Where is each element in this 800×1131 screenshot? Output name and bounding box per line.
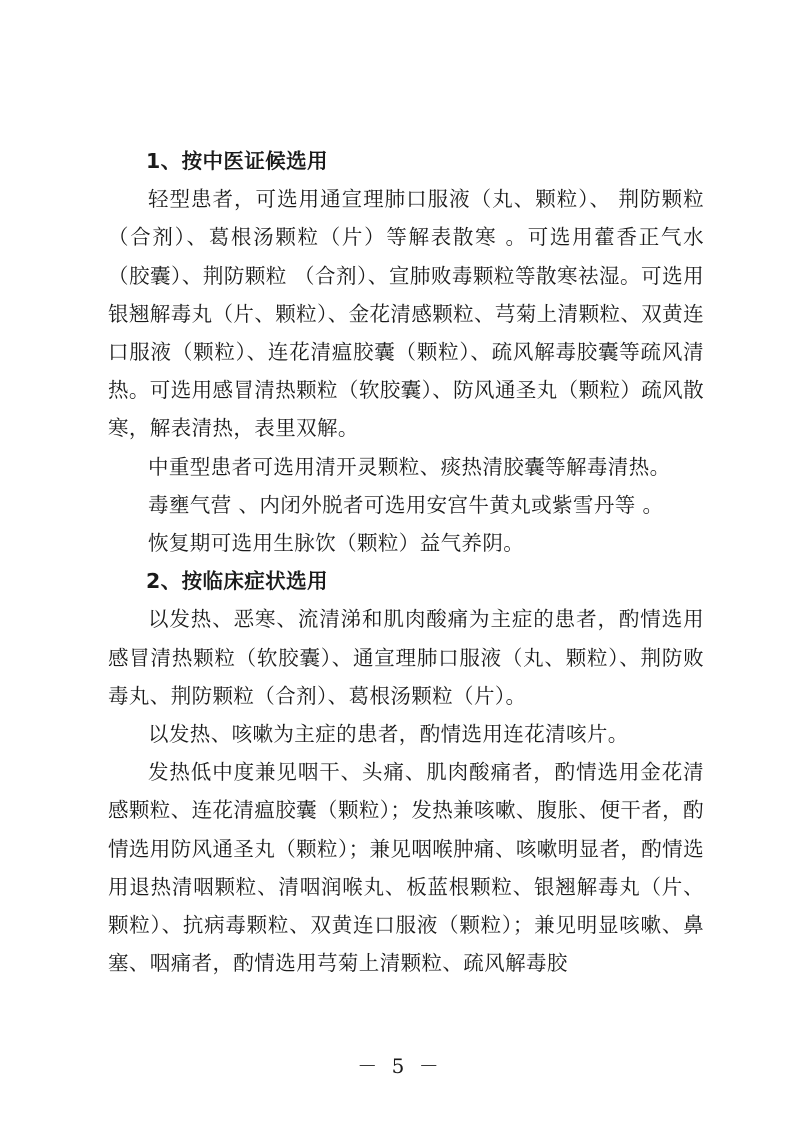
paragraph-fever-chills: 以发热、恶寒、流清涕和肌肉酸痛为主症的患者，酌情选用感冒清热颗粒（软胶囊）、通宣理肺口服液（丸、颗粒）、荆防败毒丸、荆防颗粒（合剂）、葛根汤颗粒（片）。	[108, 607, 704, 708]
section-heading-1: 1、按中医证候选用	[146, 149, 328, 173]
section-heading-2: 2、按临床症状选用	[146, 569, 328, 594]
paragraph-fever-cough: 以发热、咳嗽为主症的患者，酌情选用连花清咳片。	[148, 722, 629, 747]
paragraph-low-fever: 发热低中度兼见咽干、头痛、肌肉酸痛者，酌情选用金花清感颗粒、连花清瘟胶囊（颗粒）；发热兼咳嗽、腹胀、便干者，酌情选用防风通圣丸（颗粒）；兼见咽喉肿痛、咳嗽明显者，酌情选用退热清咽颗粒、清咽润喉丸、板蓝根颗粒、银翘解毒丸（片、颗粒）、抗病毒颗粒、双黄连口服液（颗粒）；兼见明显咳嗽、鼻塞、咽痛者，酌情选用芎菊上清颗粒、疏风解毒胶	[108, 760, 704, 976]
paragraph-mild-patients: 轻型患者，可选用通宣理肺口服液（丸、颗粒）、 荆防颗粒（合剂）、葛根汤颗粒（片）等解表散寒 。可选用藿香正气水（胶囊）、荆防颗粒 （合剂）、宣肺败毒颗粒等散寒祛湿。可选用银翘解毒丸（片、颗粒）、金花清感颗粒、芎菊上清颗粒、双黄连口服液（颗粒）、连花清瘟胶囊（颗粒）、疏风解毒胶囊等疏风清热。可选用感冒清热颗粒（软胶囊）、防风通圣丸（颗粒）疏风散寒，解表清热，表里双解。	[108, 187, 704, 441]
document-body	[108, 142, 704, 982]
paragraph-critical: 毒壅气营 、内闭外脱者可选用安宫牛黄丸或紫雪丹等 。	[148, 492, 664, 517]
page-number: － 5 －	[357, 1054, 443, 1078]
paragraph-recovery: 恢复期可选用生脉饮（颗粒）益气养阴。	[148, 531, 525, 556]
paragraph-moderate-severe: 中重型患者可选用清开灵颗粒、痰热清胶囊等解毒清热。	[148, 454, 671, 479]
